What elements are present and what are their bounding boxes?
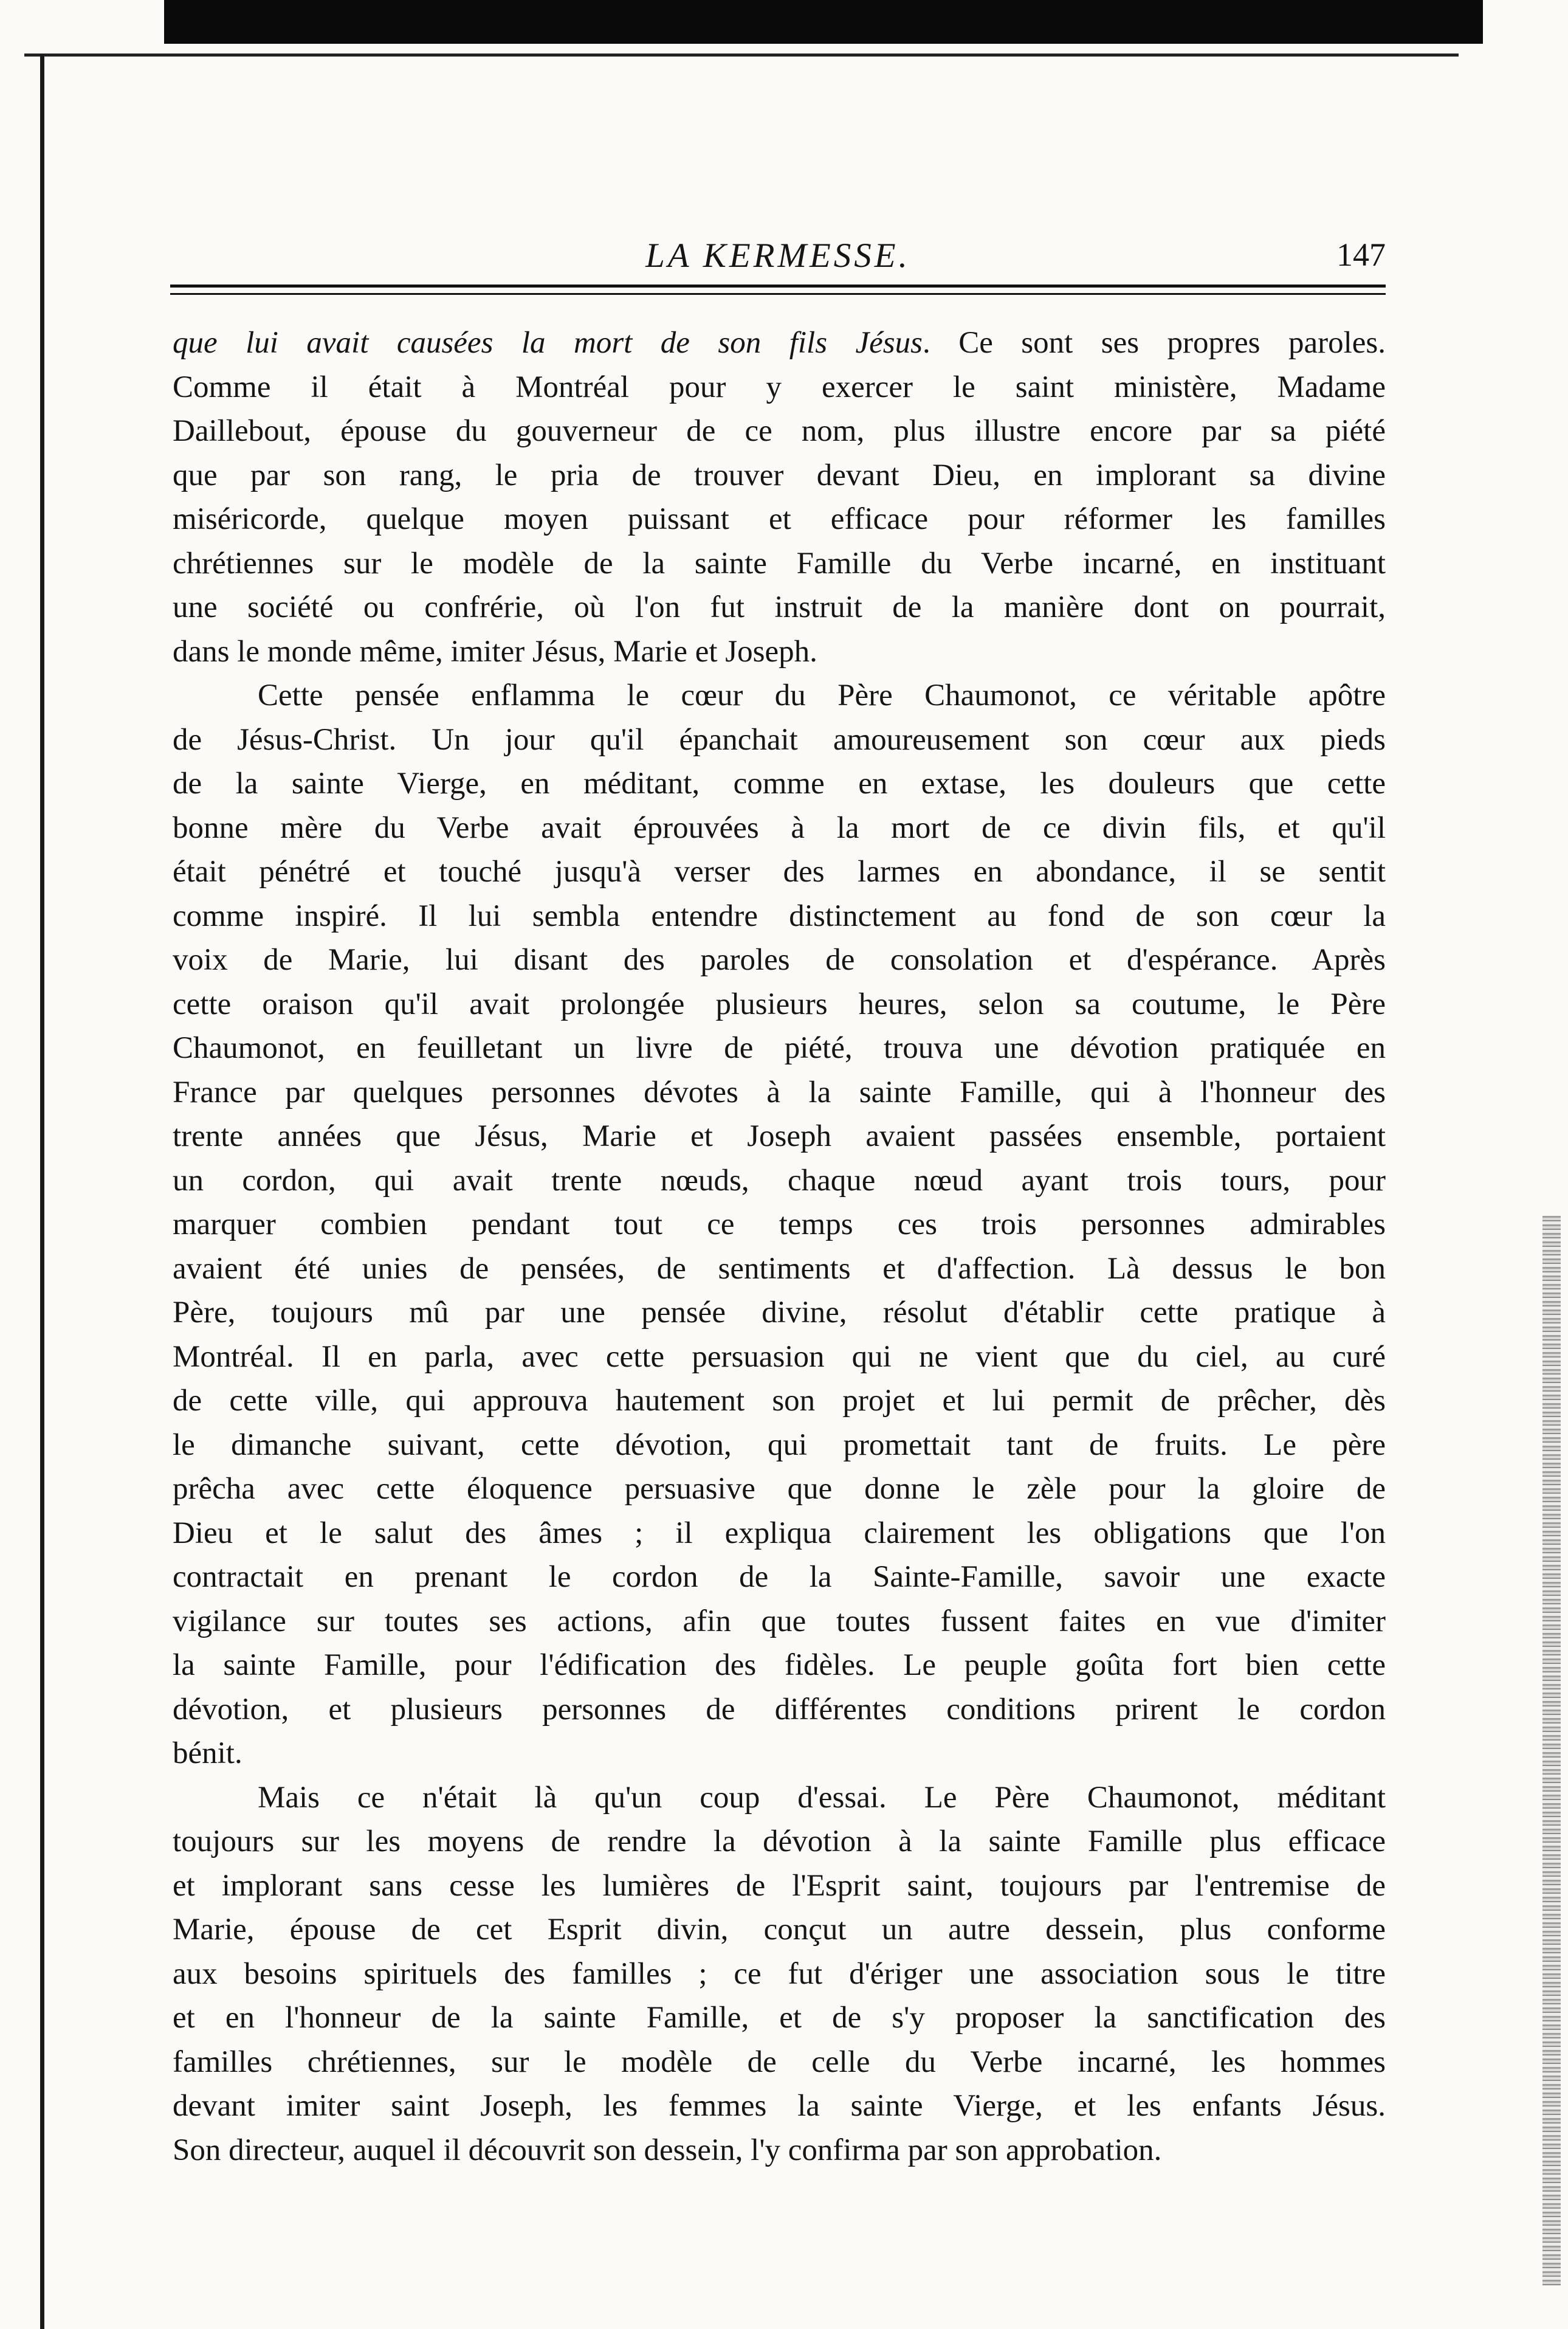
text-line: Montréal. Il en parla, avec cette persuasion qui ne vient que du ciel, au curé: [173, 1339, 1386, 1374]
paragraph: [173, 1776, 1386, 2173]
scan-top-rule: [24, 53, 1459, 57]
text-line: une société ou confrérie, où l'on fut instruit de la manière dont on pourrait,: [173, 590, 1386, 624]
text-line: bonne mère du Verbe avait éprouvées à la mort de ce divin fils, et qu'il: [173, 810, 1386, 845]
text-line: familles chrétiennes, sur le modèle de celle du Verbe incarné, les hommes: [173, 2044, 1386, 2079]
text-line: Dieu et le salut des âmes ; il expliqua clairement les obligations que l'on: [173, 1516, 1386, 1550]
text-line: Comme il était à Montréal pour y exercer le saint ministère, Madame: [173, 370, 1386, 404]
text-line: aux besoins spirituels des familles ; ce fut d'ériger une association sous le titre: [173, 1956, 1386, 1991]
text-line: voix de Marie, lui disant des paroles de consolation et d'espérance. Après: [173, 943, 1386, 977]
header-rule-thin: [170, 293, 1386, 295]
text-line: Marie, épouse de cet Esprit divin, conçut un autre dessein, plus conforme: [173, 1913, 1386, 1947]
text-line: la sainte Famille, pour l'édification des fidèles. Le peuple goûta fort bien cette: [173, 1648, 1386, 1682]
text-line: cette oraison qu'il avait prolongée plusieurs heures, selon sa coutume, le Père: [173, 987, 1386, 1021]
text-line: comme inspiré. Il lui sembla entendre distinctement au fond de son cœur la: [173, 899, 1386, 933]
text-line: de la sainte Vierge, en méditant, comme en extase, les douleurs que cette: [173, 767, 1386, 801]
text-line: le dimanche suivant, cette dévotion, qui promettait tant de fruits. Le père: [173, 1427, 1386, 1462]
text-line: et implorant sans cesse les lumières de l'Esprit saint, toujours par l'entremise de: [173, 1868, 1386, 1903]
text-line: de cette ville, qui approuva hautement son projet et lui permit de prêcher, dès: [173, 1384, 1386, 1418]
text-line: dans le monde même, imiter Jésus, Marie et Joseph.: [173, 634, 817, 669]
header-rule: [170, 285, 1386, 288]
text-line: France par quelques personnes dévotes à la sainte Famille, qui à l'honneur des: [173, 1075, 1386, 1109]
text-line: trente années que Jésus, Marie et Joseph avaient passées ensemble, portaient: [173, 1119, 1386, 1153]
text-line: avaient été unies de pensées, de sentiments et d'affection. Là dessus le bon: [173, 1251, 1386, 1286]
text-line: devant imiter saint Joseph, les femmes la sainte Vierge, et les enfants Jésus.: [173, 2089, 1386, 2123]
text-line: Père, toujours mû par une pensée divine, résolut d'établir cette pratique à: [173, 1296, 1386, 1330]
scan-right-edge: [1542, 1216, 1561, 2286]
text-line: dévotion, et plusieurs personnes de différentes conditions prirent le cordon: [173, 1692, 1386, 1727]
text-line: Mais ce n'était là qu'un coup d'essai. Le Père Chaumonot, méditant: [258, 1780, 1386, 1815]
text-line: de Jésus-Christ. Un jour qu'il épanchait amoureusement son cœur aux pieds: [173, 722, 1386, 757]
running-title: LA KERMESSE.: [645, 236, 910, 275]
body-text: [173, 321, 1386, 2172]
text-line: était pénétré et touché jusqu'à verser des larmes en abondance, il se sentit: [173, 855, 1386, 889]
text-line: que lui avait causées la mort de son fils Jésus. Ce sont ses propres paroles.: [173, 326, 1386, 360]
text-line: un cordon, qui avait trente nœuds, chaque nœud ayant trois tours, pour: [173, 1163, 1386, 1198]
text-line: bénit.: [173, 1736, 242, 1770]
paragraph: [173, 674, 1386, 1776]
text-line: Daillebout, épouse du gouverneur de ce nom, plus illustre encore par sa piété: [173, 414, 1386, 448]
scan-top-border: [164, 0, 1483, 44]
text-line: vigilance sur toutes ses actions, afin que toutes fussent faites en vue d'imiter: [173, 1604, 1386, 1638]
text-line: chrétiennes sur le modèle de la sainte Famille du Verbe incarné, en instituant: [173, 546, 1386, 581]
scan-left-border: [40, 55, 44, 2329]
text-line: Cette pensée enflamma le cœur du Père Chaumonot, ce véritable apôtre: [258, 678, 1386, 713]
text-line: que par son rang, le pria de trouver devant Dieu, en implorant sa divine: [173, 458, 1386, 492]
text-line: Chaumonot, en feuilletant un livre de piété, trouva une dévotion pratiquée en: [173, 1031, 1386, 1065]
text-line: miséricorde, quelque moyen puissant et efficace pour réformer les familles: [173, 502, 1386, 536]
text-line: marquer combien pendant tout ce temps ces trois personnes admirables: [173, 1207, 1386, 1241]
paragraph: [173, 321, 1386, 674]
italic-phrase: que lui avait causées la mort de son fils Jésus: [173, 326, 923, 360]
text-line: Son directeur, auquel il découvrit son dessein, l'y confirma par son approbation.: [173, 2133, 1162, 2167]
text-line: contractait en prenant le cordon de la Sainte-Famille, savoir une exacte: [173, 1560, 1386, 1594]
text-line: toujours sur les moyens de rendre la dévotion à la sainte Famille plus efficace: [173, 1824, 1386, 1858]
text-line: et en l'honneur de la sainte Famille, et de s'y proposer la sanctification des: [173, 2001, 1386, 2035]
page-header: [170, 236, 1386, 291]
page-number: 147: [1336, 236, 1386, 273]
text-line: prêcha avec cette éloquence persuasive que donne le zèle pour la gloire de: [173, 1472, 1386, 1506]
